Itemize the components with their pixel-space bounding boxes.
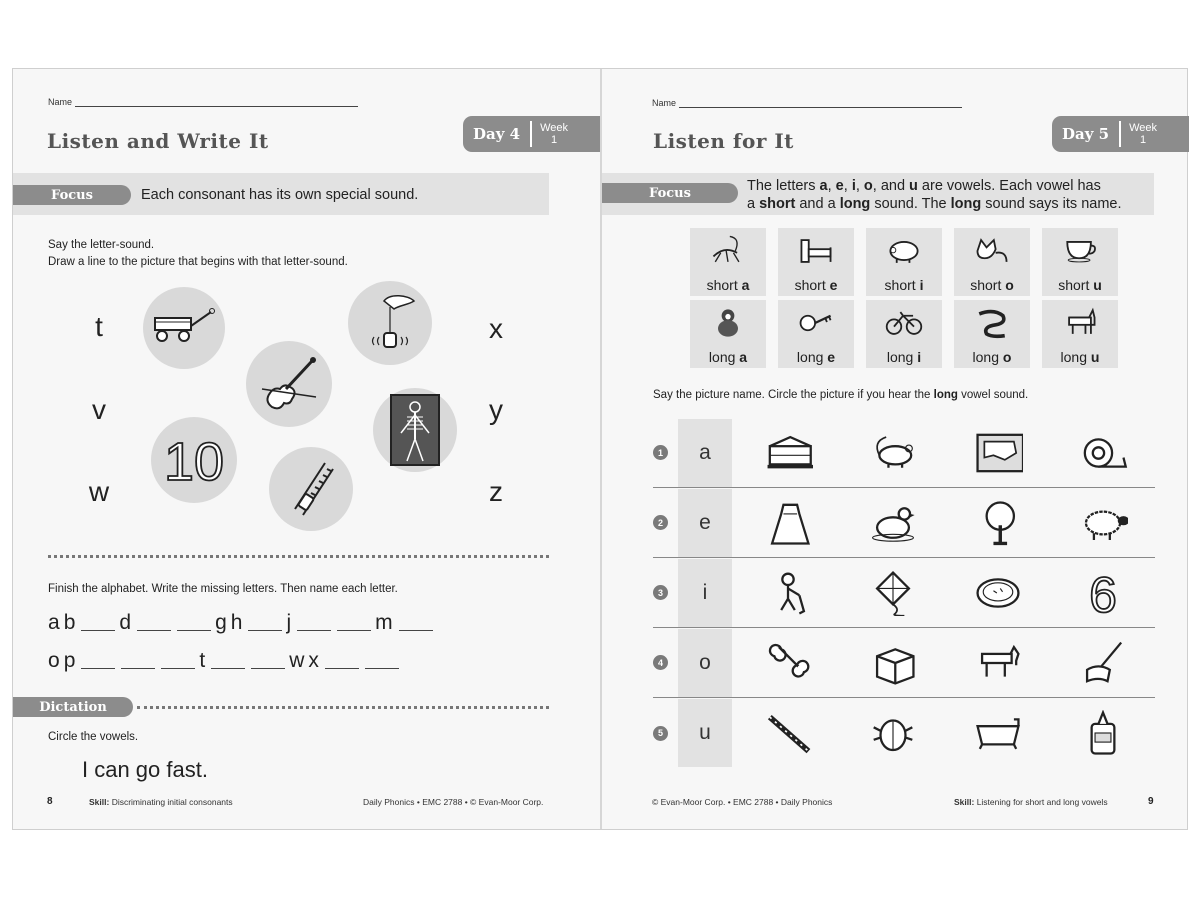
- letter-blank[interactable]: [81, 668, 115, 669]
- letter-blank[interactable]: [297, 630, 331, 631]
- letter-blank[interactable]: [248, 630, 282, 631]
- tub-icon: [973, 710, 1023, 756]
- vowel-card-label: [1058, 277, 1102, 293]
- vowel-card-label: [970, 277, 1014, 293]
- name-line: [679, 100, 962, 108]
- picture-instr-bold: long: [933, 389, 958, 401]
- alphabet-letter: b: [63, 611, 76, 634]
- week-number: 1: [1140, 134, 1147, 146]
- map-picture[interactable]: [968, 425, 1028, 480]
- vowel-card-short-a: [690, 228, 766, 296]
- vowel-card-word: short: [794, 277, 830, 293]
- box-picture[interactable]: [863, 635, 923, 690]
- focus-line-1: [747, 177, 1122, 195]
- dictation-divider: [137, 706, 549, 709]
- row-vowel-letter: o: [678, 629, 732, 697]
- alphabet-letter: x: [308, 649, 319, 672]
- focus-bold-word: long: [950, 196, 982, 212]
- wagon-icon: [149, 308, 219, 348]
- focus-text-segment: ,: [843, 178, 852, 194]
- name-field[interactable]: [652, 98, 962, 108]
- letter-y: y: [489, 394, 503, 425]
- mop-icon: [1078, 640, 1128, 686]
- vowel-card-vowel: u: [1093, 277, 1102, 293]
- skill-text: Discriminating initial consonants: [111, 797, 233, 807]
- ape-icon: [708, 304, 748, 342]
- ten-picture[interactable]: [151, 417, 237, 503]
- hen-icon: [868, 500, 918, 546]
- page-title: Listen for It: [653, 129, 794, 153]
- alphabet-instructions: Finish the alphabet. Write the missing letters. Then name each letter.: [48, 583, 398, 595]
- week-number: 1: [551, 134, 558, 146]
- vowel-card-vowel: e: [829, 277, 838, 293]
- dress-icon: [763, 500, 813, 546]
- cake-icon: [763, 430, 813, 476]
- vowel-card-long-e: [778, 300, 854, 368]
- name-label: Name: [652, 98, 677, 108]
- tape-icon: [1078, 430, 1128, 476]
- alphabet-letter: g: [215, 611, 227, 634]
- alphabet-letter: j: [286, 611, 292, 634]
- rat-picture[interactable]: [863, 425, 923, 480]
- skill-label: Skill:: [89, 797, 110, 807]
- focus-line-2: [747, 195, 1122, 213]
- row-pictures: [732, 635, 1155, 690]
- kite-picture[interactable]: [863, 565, 923, 620]
- row-number: 5: [653, 726, 668, 741]
- six-number: 6: [1088, 567, 1117, 618]
- glue-picture[interactable]: [1073, 706, 1133, 761]
- letter-v: v: [92, 394, 106, 425]
- page-number-left: 8: [47, 796, 53, 807]
- dictation-pill: Dictation: [13, 697, 133, 717]
- row-number: 2: [653, 515, 668, 530]
- box-icon: [868, 640, 918, 686]
- violin-picture[interactable]: [246, 341, 332, 427]
- goat-picture[interactable]: [968, 635, 1028, 690]
- focus-pill: Focus: [13, 185, 131, 205]
- row-vowel-letter: u: [678, 699, 732, 767]
- alphabet-letter: a: [48, 611, 60, 634]
- dictation-sentence[interactable]: I can go fast.: [82, 757, 208, 782]
- picture-instr-part2: vowel sound.: [957, 389, 1029, 401]
- letter-blank[interactable]: [251, 668, 285, 669]
- mule-icon: [1060, 304, 1100, 342]
- credit-footer-right: © Evan-Moor Corp. • EMC 2788 • Daily Phonics: [652, 797, 833, 807]
- vowel-card-word: long: [708, 349, 740, 365]
- vowel-card-vowel: a: [739, 349, 748, 365]
- vowel-row-u: [653, 698, 1155, 768]
- credit-footer-left: Daily Phonics • EMC 2788 • © Evan-Moor Corp.: [363, 797, 544, 807]
- letter-blank[interactable]: [81, 630, 115, 631]
- xray-icon: [389, 393, 441, 467]
- vowel-row-i: [653, 558, 1155, 628]
- letter-blank[interactable]: [177, 630, 211, 631]
- page-title: Listen and Write It: [47, 129, 269, 153]
- bug-picture[interactable]: [863, 706, 923, 761]
- vowel-card-word: short: [1058, 277, 1094, 293]
- name-field[interactable]: [48, 97, 358, 107]
- left-page: [13, 69, 600, 829]
- key-icon: [796, 304, 836, 342]
- day-label: Day 4: [473, 125, 521, 143]
- vowel-card-short-e: [778, 228, 854, 296]
- row-vowel-letter: i: [678, 559, 732, 627]
- focus-pill: Focus: [602, 183, 738, 203]
- grasshopper-icon: [708, 232, 748, 270]
- vowel-card-label: [1061, 349, 1100, 365]
- sheep-picture[interactable]: [1073, 495, 1133, 550]
- skill-text: Listening for short and long vowels: [976, 797, 1108, 807]
- ten-icon: [163, 434, 225, 486]
- skill-label: Skill:: [954, 797, 975, 807]
- glue-icon: [1078, 710, 1128, 756]
- row-pictures: [732, 565, 1155, 620]
- focus-text-segment: are vowels. Each vowel has: [917, 178, 1101, 194]
- vowel-card-long-a: [690, 300, 766, 368]
- bug-icon: [868, 710, 918, 756]
- letter-blank[interactable]: [161, 668, 195, 669]
- focus-text: Each consonant has its own special sound.: [141, 187, 419, 203]
- focus-bold-word: e: [835, 178, 844, 194]
- row-number: 1: [653, 445, 668, 460]
- name-line: [75, 99, 358, 107]
- tape-picture[interactable]: [1073, 425, 1133, 480]
- flute-picture[interactable]: [758, 706, 818, 761]
- pie-icon: [973, 570, 1023, 616]
- day-label: Day 5: [1062, 125, 1110, 143]
- vowel-card-word: long: [886, 349, 918, 365]
- vowel-card-vowel: i: [917, 349, 922, 365]
- alphabet-letter: d: [119, 611, 132, 634]
- focus-text-segment: ,: [827, 178, 836, 194]
- focus-text: [747, 177, 1122, 213]
- vowel-card-label: [707, 277, 750, 293]
- hen-picture[interactable]: [863, 495, 923, 550]
- vowel-row-o: [653, 628, 1155, 698]
- vowel-row-e: [653, 488, 1155, 558]
- vowel-card-long-u: [1042, 300, 1118, 368]
- focus-bold-word: short: [759, 196, 796, 212]
- bike-icon: [884, 304, 924, 342]
- letter-w: w: [88, 476, 110, 507]
- kite-icon: [868, 570, 918, 616]
- violin-icon: [254, 349, 324, 419]
- alphabet-row-2: [48, 649, 403, 673]
- alphabet-letter: w: [289, 649, 305, 672]
- skill-footer-right: [954, 797, 1108, 807]
- vowel-card-word: short: [884, 277, 920, 293]
- letter-blank[interactable]: [211, 668, 245, 669]
- workbook-spread: [12, 68, 1188, 830]
- instruction-line-1: Say the letter-sound.: [48, 239, 155, 251]
- vowel-card-word: long: [972, 349, 1003, 365]
- vowel-card-word: long: [1060, 349, 1091, 365]
- vowel-card-vowel: e: [827, 349, 836, 365]
- instruction-line-2: Draw a line to the picture that begins with that letter-sound.: [48, 256, 348, 268]
- week-box: [530, 121, 568, 147]
- alphabet-letter: m: [375, 611, 393, 634]
- dress-picture[interactable]: [758, 495, 818, 550]
- vowel-card-long-i: [866, 300, 942, 368]
- mop-picture[interactable]: [1073, 635, 1133, 690]
- pie-picture[interactable]: [968, 565, 1028, 620]
- tree-icon: [973, 500, 1023, 546]
- digging-boy-picture[interactable]: [758, 565, 818, 620]
- vowel-card-short-u: [1042, 228, 1118, 296]
- cup-icon: [1060, 232, 1100, 270]
- letter-blank[interactable]: [365, 668, 399, 669]
- focus-bold-word: u: [909, 178, 918, 194]
- goat-icon: [973, 640, 1023, 686]
- rope-icon: [972, 304, 1012, 342]
- vowel-card-vowel: i: [919, 277, 924, 293]
- dictation-instructions: Circle the vowels.: [48, 731, 139, 743]
- week-box: [1119, 121, 1157, 147]
- rat-icon: [868, 430, 918, 476]
- page-number-right: 9: [1148, 796, 1154, 807]
- short-vowel-cards: [690, 228, 1118, 296]
- cake-picture[interactable]: [758, 425, 818, 480]
- picture-instructions: [653, 387, 1028, 404]
- focus-bold-word: o: [863, 178, 873, 194]
- vowel-card-vowel: a: [741, 277, 750, 293]
- focus-bold-word: i: [851, 178, 856, 194]
- zipper-picture[interactable]: [269, 447, 353, 531]
- row-vowel-letter: a: [678, 419, 732, 487]
- vowel-card-label: [885, 277, 924, 293]
- row-number: 4: [653, 655, 668, 670]
- picture-instr-part1: Say the picture name. Circle the picture if you hear the: [653, 389, 934, 401]
- focus-text-segment: ,: [855, 178, 864, 194]
- day-tab: [1052, 116, 1189, 152]
- vowel-card-label: [887, 349, 921, 365]
- bone-icon: [763, 640, 813, 686]
- vowel-row-a: [653, 418, 1155, 488]
- sheep-icon: [1078, 500, 1128, 546]
- vowel-card-long-o: [954, 300, 1030, 368]
- focus-bold-word: long: [839, 196, 871, 212]
- tub-picture[interactable]: [968, 706, 1028, 761]
- yoyo-picture[interactable]: [348, 281, 432, 365]
- focus-text-segment: The letters: [747, 178, 820, 194]
- xray-picture[interactable]: [373, 388, 457, 472]
- letter-blank[interactable]: [325, 668, 359, 669]
- yoyo-icon: [360, 291, 420, 355]
- vowel-card-word: short: [970, 277, 1006, 293]
- letter-t: t: [95, 311, 103, 342]
- vowel-card-vowel: o: [1002, 349, 1012, 365]
- flute-icon: [763, 710, 813, 756]
- vowel-card-label: [709, 349, 747, 365]
- name-label: Name: [48, 97, 73, 107]
- zipper-icon: [281, 459, 341, 519]
- vowel-card-label: [973, 349, 1012, 365]
- digging-boy-icon: [763, 570, 813, 616]
- focus-text-segment: sound says its name.: [981, 196, 1122, 212]
- week-label: Week: [540, 122, 569, 134]
- long-vowel-cards: [690, 300, 1118, 368]
- row-vowel-letter: e: [678, 489, 732, 557]
- vowel-card-label: [797, 349, 835, 365]
- section-divider: [48, 555, 549, 558]
- vowel-card-vowel: o: [1005, 277, 1014, 293]
- letter-blank[interactable]: [337, 630, 371, 631]
- skill-footer-left: [89, 797, 233, 807]
- vowel-card-word: long: [796, 349, 828, 365]
- instructions: [48, 237, 348, 271]
- ten-number: 10: [163, 434, 225, 486]
- day-tab: [463, 116, 600, 152]
- six-picture[interactable]: [1073, 565, 1133, 620]
- row-pictures: [732, 425, 1155, 480]
- letter-z: z: [489, 476, 503, 507]
- vowel-rows: [653, 418, 1155, 768]
- alphabet-row-1: [48, 611, 437, 635]
- alphabet-letter: o: [48, 649, 60, 672]
- focus-text-segment: , and: [872, 178, 910, 194]
- vowel-card-word: short: [706, 277, 742, 293]
- letter-x: x: [489, 313, 503, 344]
- focus-text-segment: and a: [795, 196, 840, 212]
- alphabet-letter: t: [199, 649, 206, 672]
- focus-text-segment: sound. The: [870, 196, 951, 212]
- row-pictures: [732, 706, 1155, 761]
- focus-text-segment: a: [747, 196, 760, 212]
- letter-blank[interactable]: [137, 630, 171, 631]
- right-page: [602, 69, 1189, 829]
- letter-blank[interactable]: [399, 630, 433, 631]
- row-number: 3: [653, 585, 668, 600]
- vowel-card-label: [795, 277, 838, 293]
- wagon-picture[interactable]: [143, 287, 225, 369]
- map-icon: [973, 430, 1023, 476]
- alphabet-letter: h: [230, 611, 243, 634]
- letter-blank[interactable]: [121, 668, 155, 669]
- tree-picture[interactable]: [968, 495, 1028, 550]
- bed-icon: [796, 232, 836, 270]
- pig-icon: [884, 232, 924, 270]
- vowel-card-short-i: [866, 228, 942, 296]
- vowel-card-vowel: u: [1090, 349, 1100, 365]
- six-icon: [1081, 568, 1125, 618]
- alphabet-letter: p: [63, 649, 76, 672]
- row-pictures: [732, 495, 1155, 550]
- week-label: Week: [1129, 122, 1158, 134]
- vowel-card-short-o: [954, 228, 1030, 296]
- fox-icon: [972, 232, 1012, 270]
- focus-bold-word: a: [819, 178, 828, 194]
- bone-picture[interactable]: [758, 635, 818, 690]
